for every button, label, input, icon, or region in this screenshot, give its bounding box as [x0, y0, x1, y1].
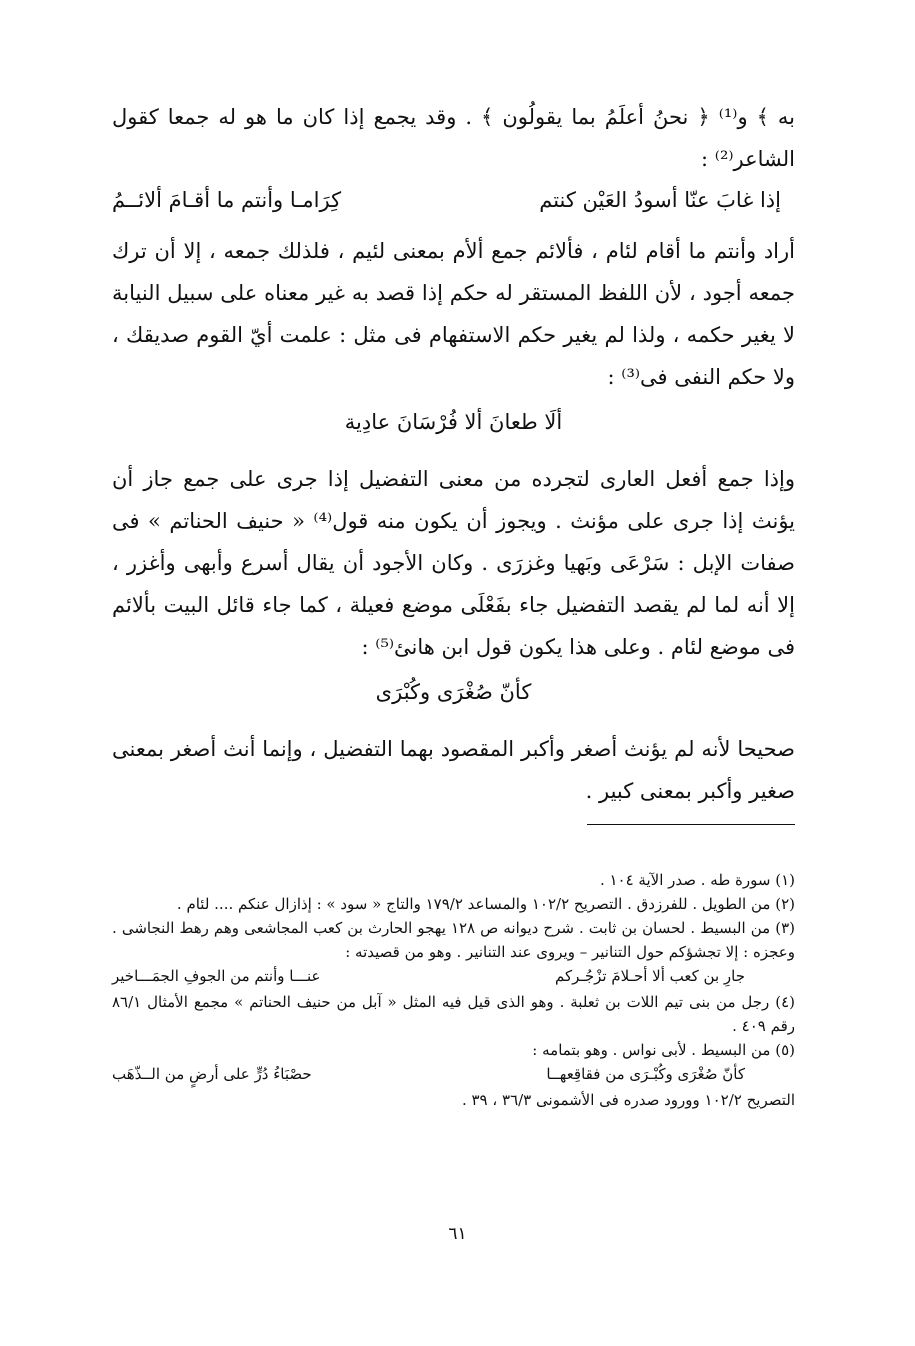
- verse-1-second-hemistich: كِرَامـا وأنتم ما أقـامَ ألائــمُ: [112, 188, 342, 212]
- page-number: ٦١: [448, 1224, 467, 1244]
- page-content: [112, 96, 796, 1109]
- footnote-1: (١) سورة طه . صدر الآية ١٠٤ .: [599, 871, 795, 889]
- footnote-2: (٢) من الطويل . للفرزدق . التصريح ١٠٢/٢ والمساعد ١٧٩/٢ والتاج « سود » : إذازال عنكم .... لئام .: [176, 895, 795, 913]
- footnote-5-tail: التصريح ١٠٢/٢ وورود صدره فى الأشمونى ٣٦/٣ ، ٣٩ .: [461, 1091, 795, 1109]
- footnote-3-verse-second: عنـــا وأنتم من الجوفِ الجمَـــاخير: [112, 967, 321, 985]
- verse-1: [112, 180, 795, 230]
- footnotes: [112, 868, 795, 1112]
- paragraph-3: وإذا جمع أفعل العارى لتجرده من معنى التفضيل إذا جرى على جمع جاز أن يؤنث إذا جرى على مؤنث . ويجوز أن يكون منه قول⁽⁴⁾ « حنيف الحناتم » فى صفات الإبل : سَرْعَى وبَهيا وغزرَى . وكان الأجود أن يقال أسرع وأبهى وأغزر ، إلا أنه لما لم يقصد التفضيل جاء بفَعْلَى موضع فعيلة ، كما جاء قائل البيت بألائم فى موضع لئام . وعلى هذا يكون قول ابن هانئ⁽⁵⁾ :: [112, 467, 796, 659]
- footnote-5-verse-first: كأنّ صُغْرَى وكُبْـرَى من فقاقِعهــا: [546, 1065, 745, 1083]
- footnote-4: (٤) رجل من بنى تيم اللات بن ثعلبة . وهو الذى قيل فيه المثل « آبل من حنيف الحناتم » مجمع الأمثال ٨٦/١ رقم ٤٠٩ .: [112, 993, 795, 1035]
- footnote-5-verse-second: حصْبَاءُ دُرٍّ على أرضٍ من الــذّهَب: [112, 1065, 312, 1083]
- footnote-3-verse: [112, 964, 795, 990]
- paragraph-1: به ﴾ و⁽¹⁾ ﴿ نحنُ أعلَمُ بما يقولُون ﴾ . وقد يجمع إذا كان ما هو له جمعا كقول الشاعر⁽²⁾ :: [112, 105, 795, 171]
- paragraph-4: صحيحا لأنه لم يؤنث أصغر وأكبر المقصود بهما التفضيل ، وإنما أنث أصغر بمعنى صغير وأكبر بمعنى كبير .: [112, 737, 795, 803]
- footnote-3-verse-first: جارِ بن كعب ألا أحـلامَ تزْجُـركم: [555, 967, 745, 985]
- verse-3: كأنّ صُغْرَى وكُبْرَى: [375, 680, 532, 704]
- verse-2: ألَا طعانَ ألا فُرْسَانَ عادِية: [344, 410, 563, 434]
- footnote-5: (٥) من البسيط . لأبى نواس . وهو بتمامه :: [532, 1041, 795, 1059]
- verse-1-first-hemistich: إذا غابَ عنّا أسودُ العَيْن كنتم: [539, 188, 781, 212]
- footnote-divider: [587, 824, 795, 825]
- footnote-3: (٣) من البسيط . لحسان بن ثابت . شرح ديوانه ص ١٢٨ يهجو الحارث بن كعب المجاشعى وهم رهط النجاشى . وعجزه : إلا تجشؤكم حول التنانير – ويروى عند التنانير . وهو من قصيدته :: [112, 919, 796, 961]
- paragraph-2: أراد وأنتم ما أقام لئام ، فألائم جمع ألأم بمعنى لئيم ، فلذلك جمعه ، إلا أن ترك جمعه أجود ، لأن اللفظ المستقر له حكم إذا قصد به غير معناه على سبيل النيابة لا يغير حكمه ، ولذا لم يغير حكم الاستفهام فى مثل : علمت أيّ القوم صديقك ، ولا حكم النفى فى⁽³⁾ :: [112, 239, 795, 389]
- footnote-5-verse: [112, 1062, 795, 1088]
